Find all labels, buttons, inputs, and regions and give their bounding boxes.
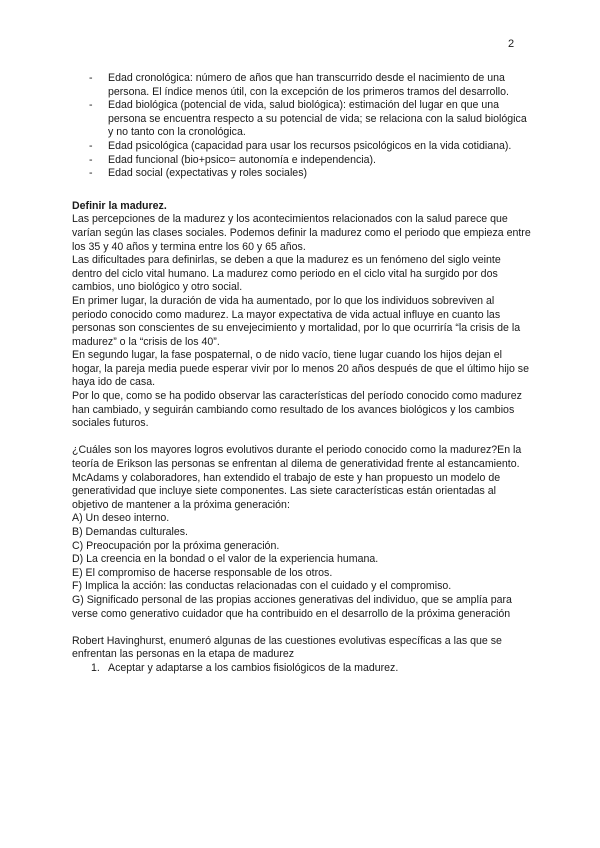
list-item: - Edad psicológica (capacidad para usar los recursos psicológicos en la vida cotidiana). [72,140,532,154]
list-item: - Edad biológica (potencial de vida, salud biológica): estimación del lugar en que una persona se encuentra respecto a su potencial de vida; se relaciona con la salud biológica y no tanto con la cronológica. [72,99,532,140]
document-body [72,72,532,676]
component-item: B) Demandas culturales. [72,526,188,538]
component-item: G) Significado personal de las propias acciones generativas del individuo, que se amplía para verse como generativo cuidador que ha contribuido en el desarrollo de la próxima generación [72,593,512,620]
list-item [72,662,532,676]
paragraph: Por lo que, como se ha podido observar las características del período conocido como madurez han cambiado, y seguirán cambiando como resultado de los avances biológicos y los cambios sociales futuros. [72,390,522,430]
component-item: E) El compromiso de hacerse responsable de los otros. [72,566,333,579]
component-item: C) Preocupación por la próxima generación. [72,539,280,552]
list-item: - Edad social (expectativas y roles sociales) [72,167,532,181]
age-types-list [72,72,532,181]
page-number: 2 [508,38,515,50]
paragraph: Las dificultades para definirlas, se deben a que la madurez es un fenómeno del siglo veinte dentro del ciclo vital humano. La madurez como periodo en el ciclo vital ha surgido por dos cambios, uno biológico y otro social. [72,254,501,294]
question-paragraph: ¿Cuáles son los mayores logros evolutivos durante el periodo conocido como la madurez?En la teoría de Erikson las personas se enfrentan al dilema de generatividad frente al estancamiento. [72,444,522,471]
component-item: D) La creencia en la bondad o el valor de la experiencia humana. [72,553,379,566]
list-item: - Edad funcional (bio+psico= autonomía e independencia). [72,154,532,168]
list-number: 1. [91,661,100,674]
list-item-text: Aceptar y adaptarse a los cambios fisiológicos de la madurez. [108,661,399,674]
spacer [72,621,532,635]
paragraph: Las percepciones de la madurez y los acontecimientos relacionados con la salud parece que varían según las clases sociales. Podemos definir la madurez como el periodo que empieza entre los 35 y 40 años y termina entre los 60 y 65 años. [72,213,531,253]
paragraph: En segundo lugar, la fase pospaternal, o de nido vacío, tiene lugar cuando los hijos dejan el hogar, la pareja media puede esperar vivir por lo menos 20 años después de que el último hijo se haya ido de casa. [72,349,529,389]
developmental-tasks-list [72,662,532,676]
paragraph: En primer lugar, la duración de vida ha aumentado, por lo que los individuos sobreviven al periodo conocido como madurez. La mayor expectativa de vida actual influye en cuanto las personas son conscientes de su envejecimiento y mortalidad, por lo que ocurriría “la crisis de la madurez” o la “crisis de los 40”. [72,294,521,348]
list-item: - Edad cronológica: número de años que han transcurrido desde el nacimiento de una persona. El índice menos útil, con la excepción de los primeros tramos del desarrollo. [72,72,532,99]
paragraph: Robert Havinghurst, enumeró algunas de las cuestiones evolutivas específicas a las que se enfrentan las personas en la etapa de madurez [72,634,502,661]
section-heading: Definir la madurez. [72,199,167,212]
paragraph: McAdams y colaboradores, han extendido el trabajo de este y han propuesto un modelo de generatividad que incluye siete componentes. Las siete características están orientadas al objetivo de mantener a la próxima generación: [72,471,501,511]
spacer [72,431,532,445]
component-item: F) Implica la acción: las conductas relacionadas con el cuidado y el compromiso. [72,580,452,593]
component-item: A) Un deseo interno. [72,512,170,525]
